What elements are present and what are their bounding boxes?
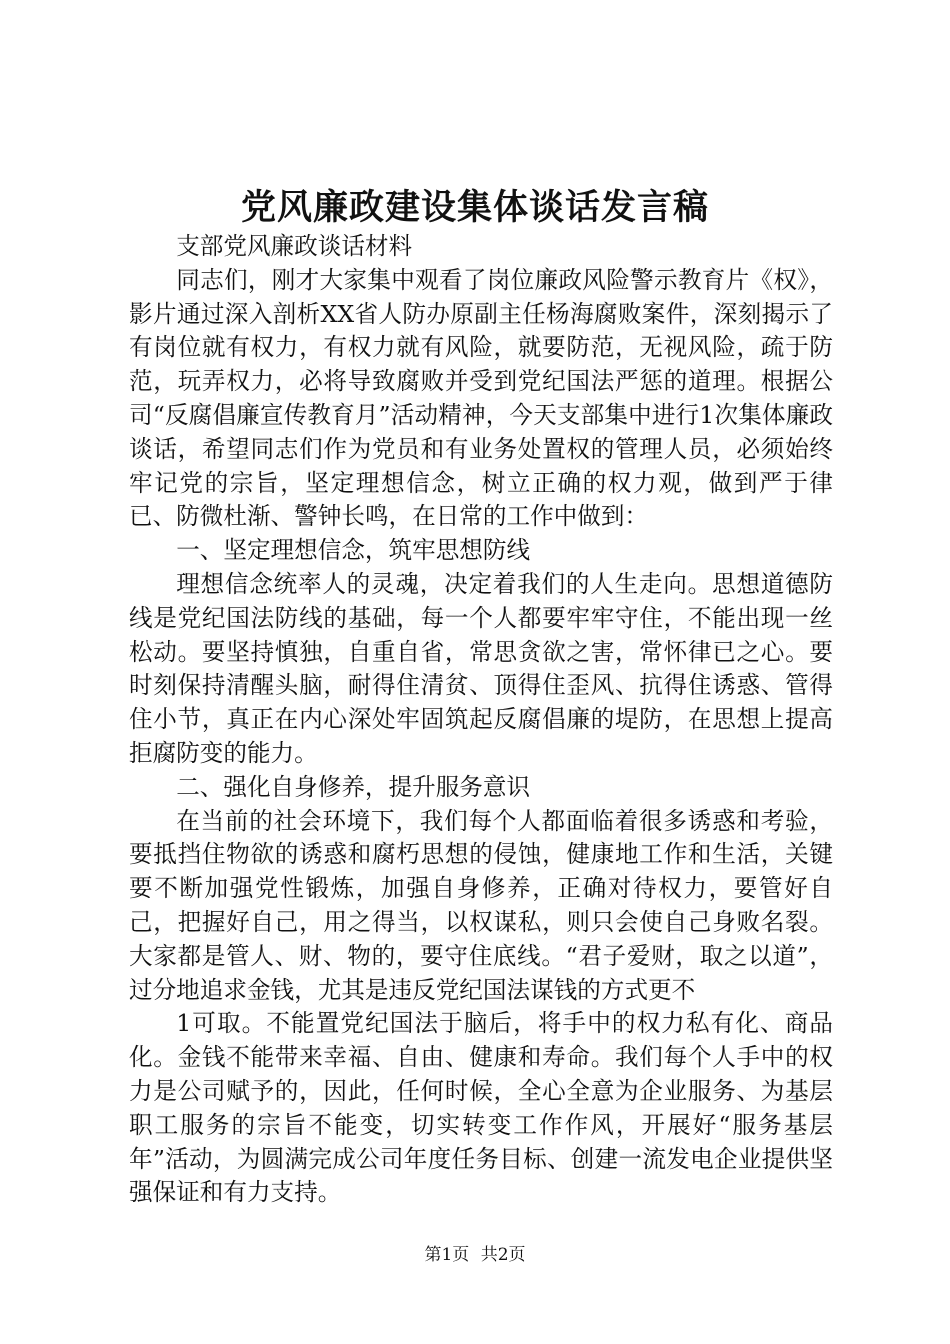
page-number: 第1页 <box>424 1245 470 1265</box>
section-heading-1: 一、坚定理想信念，筑牢思想防线 <box>176 536 531 565</box>
page-footer <box>0 1243 950 1267</box>
document-title: 党风廉政建设集体谈话发言稿 <box>240 187 709 228</box>
paragraph-intro: 同志们，刚才大家集中观看了岗位廉政风险警示教育片《权》，影片通过深入剖析XX省人防办原副主任杨海腐败案件，深刻揭示了有岗位就有权力，有权力就有风险，就要防范，无视风险，疏于防范，玩弄权力，必将导致腐败并受到党纪国法严惩的道理。根据公司“反腐倡廉宣传教育月”活动精神，今天支部集中进行1次集体廉政谈话，希望同志们作为党员和有业务处置权的管理人员，必须始终牢记党的宗旨，坚定理想信念，树立正确的权力观，做到严于律已、防微杜渐、警钟长鸣，在日常的工作中做到： <box>129 265 833 531</box>
paragraph-section-2-continued: 1可取。不能置党纪国法于脑后，将手中的权力私有化、商品化。金钱不能带来幸福、自由、健康和寿命。我们每个人手中的权力是公司赋予的，因此，任何时候，全心全意为企业服务、为基层职工服务的宗旨不能变，切实转变工作作风，开展好“服务基层年”活动，为圆满完成公司年度任务目标、创建一流发电企业提供坚强保证和有力支持。 <box>129 1009 833 1207</box>
paragraph-section-2: 在当前的社会环境下，我们每个人都面临着很多诱惑和考验，要抵挡住物欲的诱惑和腐朽思想的侵蚀，健康地工作和生活，关键要不断加强党性锻炼，加强自身修养，正确对待权力，要管好自己，把握好自己，用之得当，以权谋私，则只会使自己身败名裂。大家都是管人、财、物的，要守住底线。“君子爱财，取之以道”，过分地追求金钱，尤其是违反党纪国法谋钱的方式更不 <box>129 806 833 1004</box>
document-body <box>129 230 833 1210</box>
page-total: 共2页 <box>480 1245 526 1265</box>
section-heading-2: 二、强化自身修养，提升服务意识 <box>176 772 531 801</box>
paragraph-subtitle: 支部党风廉政谈话材料 <box>176 232 413 260</box>
paragraph-section-1: 理想信念统率人的灵魂，决定着我们的人生走向。思想道德防线是党纪国法防线的基础，每一个人都要牢牢守住，不能出现一丝松动。要坚持慎独，自重自省，常思贪欲之害，常怀律已之心。要时刻保持清醒头脑，耐得住清贫、顶得住歪风、抗得住诱惑、管得住小节，真正在内心深处牢固筑起反腐倡廉的堤防，在思想上提高拒腐防变的能力。 <box>129 569 833 767</box>
